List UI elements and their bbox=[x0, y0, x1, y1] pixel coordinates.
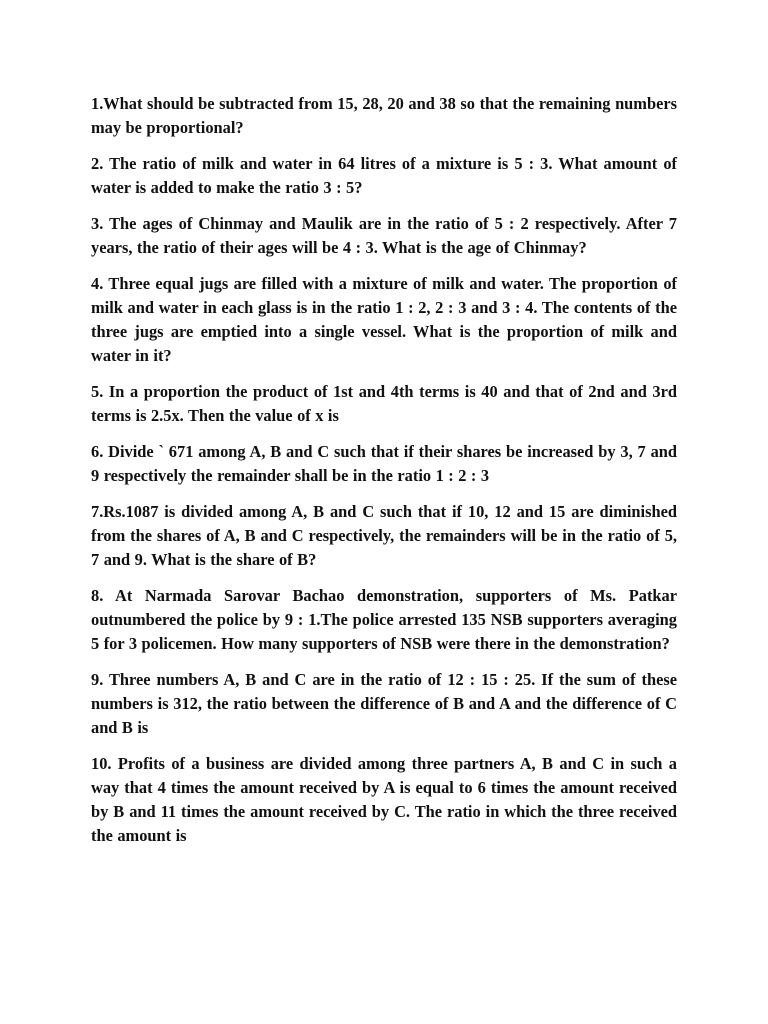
question-1: 1.What should be subtracted from 15, 28, 20 and 38 so that the remaining numbers may be proportional? bbox=[91, 94, 677, 137]
question-7: 7.Rs.1087 is divided among A, B and C such that if 10, 12 and 15 are diminished from the shares of A, B and C respectively, the remainders will be in the ratio of 5, 7 and 9. What is the share of B? bbox=[91, 502, 677, 569]
question-2: 2. The ratio of milk and water in 64 litres of a mixture is 5 : 3. What amount of water is added to make the ratio 3 : 5? bbox=[91, 154, 677, 197]
question-9: 9. Three numbers A, B and C are in the ratio of 12 : 15 : 25. If the sum of these numbers is 312, the ratio between the difference of B and A and the difference of C and B is bbox=[91, 670, 677, 737]
question-10: 10. Profits of a business are divided among three partners A, B and C in such a way that 4 times the amount received by A is equal to 6 times the amount received by B and 11 times the amount received by C. The ratio in which the three received the amount is bbox=[91, 754, 677, 845]
question-8: 8. At Narmada Sarovar Bachao demonstration, supporters of Ms. Patkar outnumbered the police by 9 : 1.The police arrested 135 NSB supporters averaging 5 for 3 policemen. How many supporters of NSB were there in the demonstration? bbox=[91, 586, 677, 653]
question-5: 5. In a proportion the product of 1st and 4th terms is 40 and that of 2nd and 3rd terms is 2.5x. Then the value of x is bbox=[91, 382, 677, 425]
question-6: 6. Divide ` 671 among A, B and C such that if their shares be increased by 3, 7 and 9 respectively the remainder shall be in the ratio 1 : 2 : 3 bbox=[91, 442, 677, 485]
question-4: 4. Three equal jugs are filled with a mixture of milk and water. The proportion of milk and water in each glass is in the ratio 1 : 2, 2 : 3 and 3 : 4. The contents of the three jugs are emptied into a single vessel. What is the proportion of milk and water in it? bbox=[91, 274, 677, 365]
question-list bbox=[91, 92, 677, 860]
question-3: 3. The ages of Chinmay and Maulik are in the ratio of 5 : 2 respectively. After 7 years, the ratio of their ages will be 4 : 3. What is the age of Chinmay? bbox=[91, 214, 677, 257]
